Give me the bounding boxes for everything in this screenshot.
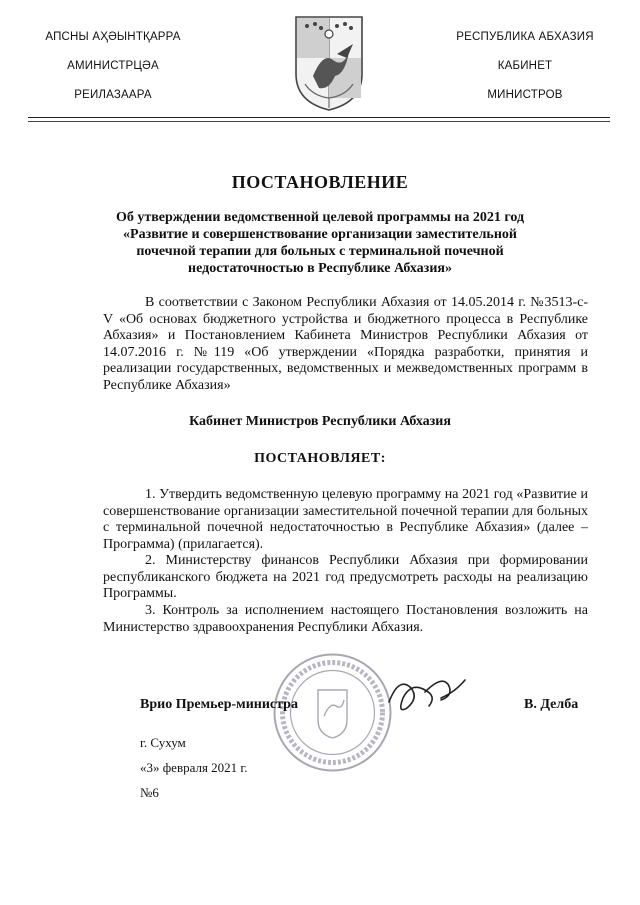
document-subject: Об утверждении ведомственной целевой программы на 2021 год «Развитие и совершенствование организации заместительной почечной терапии для больных с терминальной почечной недостаточностью в Республике Абхазия» <box>115 210 525 276</box>
header-right-line-1: РЕСПУБЛИКА АБХАЗИЯ <box>456 31 594 43</box>
resolves-heading: ПОСТАНОВЛЯЕТ: <box>254 451 386 466</box>
document-title: ПОСТАНОВЛЕНИЕ <box>231 172 409 192</box>
header-left-line-2: АМИНИСТРЦӘА <box>67 60 159 72</box>
issue-date: «3» февраля 2021 г. <box>140 760 248 775</box>
header-right-line-2: КАБИНЕТ <box>497 60 553 72</box>
header-left-line-1: АПСНЫ АҲӘЫНТҚАРРА <box>45 31 181 43</box>
signatory-title: Врио Премьер-министра <box>140 697 298 712</box>
handwritten-signature-icon <box>385 668 470 718</box>
abkhazia-coat-of-arms-icon <box>293 14 365 112</box>
resolution-item-3: 3. Контроль за исполнением настоящего Постановления возложить на Министерство здравоохранения Республики Абхазия. <box>103 603 588 635</box>
issue-city: г. Сухум <box>140 735 186 750</box>
header-rule-thin <box>28 121 610 122</box>
preamble-paragraph: В соответствии с Законом Республики Абхазия от 14.05.2014 г. №3513-с-V «Об основах бюджетного устройства и бюджетного процесса в Республике Абхазия» и Постановлением Кабинета Министров Республики Абхазия от 14.07.2016 г. №119 «Об утверждении «Порядка разработки, принятия и реализации государственных, ведомственных и межведомственных программ в Республике Абхазия» <box>103 295 588 393</box>
header-right-line-3: МИНИСТРОВ <box>487 89 563 101</box>
header-left-line-3: РЕИЛАЗААРА <box>74 89 152 101</box>
resolution-item-1: 1. Утвердить ведомственную целевую программу на 2021 год «Развитие и совершенствование организации заместительной почечной терапии для больных с терминальной почечной недостаточностью в Республике Абхазия» (далее – Программа) (прилагается). <box>103 487 588 552</box>
header-rule-thick <box>28 117 610 118</box>
signatory-name: В. Делба <box>524 697 579 712</box>
resolution-item-2: 2. Министерству финансов Республики Абхазия при формировании республиканского бюджета на 2021 год предусмотреть расходы на реализацию Программы. <box>103 553 588 601</box>
document-number: №6 <box>140 785 159 800</box>
issuing-body: Кабинет Министров Республики Абхазия <box>189 414 451 429</box>
